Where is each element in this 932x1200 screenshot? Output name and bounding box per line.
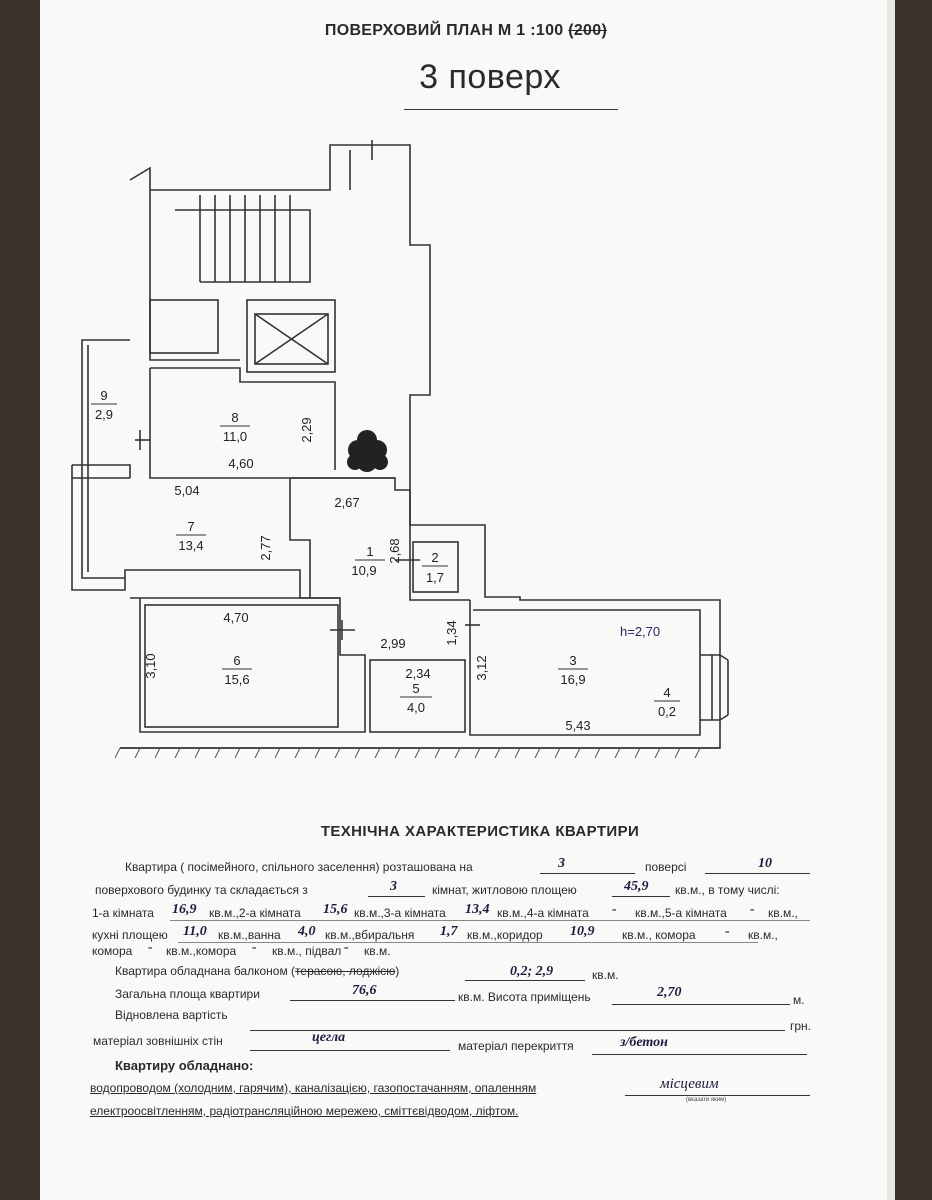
storage1-value: -	[725, 924, 730, 939]
room-4-number: 4	[663, 685, 671, 700]
floor-title: 3 поверх	[419, 58, 561, 96]
floor-material-underline	[592, 1054, 807, 1055]
room2-value: 15,6	[323, 902, 348, 917]
ceiling-height-label: h=2,70	[620, 624, 661, 639]
equip-title: Квартиру обладнано:	[115, 1058, 254, 1073]
line8-unit: грн.	[790, 1019, 812, 1033]
line3-label-5: кв.м.,5-а кімната	[635, 906, 727, 920]
height-underline	[612, 1004, 790, 1005]
ground-hatch	[115, 748, 700, 758]
dim-2-99: 2,99	[380, 636, 406, 651]
bath-value: 4,0	[298, 924, 316, 939]
room-6-area: 15,6	[224, 672, 250, 687]
room-9-number: 9	[100, 388, 108, 403]
floor-material-value: з/бетон	[620, 1035, 668, 1050]
room-7-area: 13,4	[178, 538, 204, 553]
line4-label-3: кв.м.,вбиральня	[325, 928, 415, 942]
line6-close-paren: )	[395, 964, 400, 978]
dim-2-77: 2,77	[258, 535, 273, 561]
room-1-number: 1	[366, 544, 374, 559]
line7-label-1: Загальна площа квартири	[115, 987, 260, 1001]
room-6-number: 6	[233, 653, 241, 668]
room4-value: -	[612, 902, 617, 917]
kitchen-value: 11,0	[183, 924, 207, 939]
balcony-underline	[465, 980, 585, 981]
line6-text-a	[115, 964, 399, 978]
dim-3-10: 3,10	[143, 653, 158, 679]
rooms-count-value: 3	[390, 879, 397, 894]
floors-total-value: 10	[758, 856, 772, 871]
room5-value: -	[750, 902, 755, 917]
line3-label-3: кв.м.,3-а кімната	[354, 906, 446, 920]
dim-2-68: 2,68	[387, 538, 402, 564]
storage3-value: -	[252, 940, 257, 955]
basement-value: -	[344, 940, 349, 955]
line5-label-2: кв.м.,комора	[166, 944, 237, 958]
line5-label-3: кв.м., підвал	[272, 944, 342, 958]
line4-label-1: кухні площею	[92, 928, 168, 942]
room-5-area: 4,0	[406, 700, 426, 715]
total-area-underline	[290, 1000, 455, 1001]
wall-material-underline	[250, 1050, 450, 1051]
room-5-number: 5	[412, 681, 420, 696]
line4-label-2: кв.м.,ванна	[218, 928, 281, 942]
room-8-number: 8	[231, 410, 239, 425]
storage2-value: -	[148, 940, 153, 955]
plan-walls	[72, 140, 728, 748]
room-7-number: 7	[187, 519, 195, 534]
floors-total-underline	[705, 873, 810, 874]
line6-balcony-label: Квартира обладнана балконом (	[115, 964, 296, 978]
line9-label-1: матеріал зовнішніх стін	[93, 1034, 223, 1048]
line2-text-b: кімнат, житловою площею	[432, 883, 577, 897]
room-2-number: 2	[431, 550, 439, 565]
floor-value: 3	[558, 856, 565, 871]
balcony-value: 0,2; 2,9	[510, 964, 554, 979]
total-area-value: 76,6	[352, 983, 377, 998]
floor-underline	[540, 873, 635, 874]
equip-line-2: електроосвітленням, радіотрансляційною мережею, сміттєвідводом, ліфтом.	[90, 1104, 519, 1118]
line7-label-2: кв.м. Висота приміщень	[458, 990, 591, 1004]
line5-label-4: кв.м.	[364, 944, 391, 958]
line5-label-1: комора	[92, 944, 133, 958]
line9-label-2: матеріал перекриття	[458, 1039, 574, 1053]
dim-4-70: 4,70	[223, 610, 249, 625]
room3-value: 13,4	[465, 902, 490, 917]
room-1-area: 10,9	[351, 563, 377, 578]
dim-1-34: 1,34	[444, 620, 459, 646]
room-2-area: 1,7	[425, 570, 445, 585]
line4-underline	[178, 942, 758, 943]
line2-text-a: поверхового будинку та складається з	[95, 883, 308, 897]
line3-label-6: кв.м.,	[768, 906, 798, 920]
line3-underline	[170, 920, 810, 921]
rooms-count-underline	[368, 896, 425, 897]
redaction-mark	[347, 430, 388, 472]
line4-label-6: кв.м.,	[748, 928, 778, 942]
dim-2-34: 2,34	[405, 666, 431, 681]
line1-text-b: поверсі	[645, 860, 687, 874]
dim-2-67: 2,67	[334, 495, 360, 510]
heating-hint: (вказати яким)	[686, 1097, 727, 1103]
room1-value: 16,9	[172, 902, 197, 917]
living-area-underline	[612, 896, 670, 897]
line4-label-5: кв.м., комора	[622, 928, 696, 942]
line8-label: Відновлена вартість	[115, 1008, 228, 1022]
line3-label-2: кв.м.,2-а кімната	[209, 906, 301, 920]
line7-unit: м.	[793, 993, 805, 1007]
line6-unit: кв.м.	[592, 968, 619, 982]
wc-value: 1,7	[440, 924, 458, 939]
tech-title: ТЕХНІЧНА ХАРАКТЕРИСТИКА КВАРТИРИ	[320, 823, 640, 840]
dim-3-12: 3,12	[474, 655, 489, 681]
room-9-area: 2,9	[94, 407, 114, 422]
equip-line-1: водопроводом (холодним, гарячим), каналізацією, газопостачанням, опаленням	[90, 1081, 537, 1095]
wall-material-value: цегла	[312, 1030, 346, 1045]
room-8-area: 11,0	[222, 429, 248, 444]
crossed-scale: (200)	[568, 22, 608, 39]
line1-text-a: Квартира ( посімейного, спільного заселення) розташована на	[125, 860, 473, 874]
line2-text-c: кв.м., в тому числі:	[675, 883, 780, 897]
line6-struck: терасою, лоджією	[295, 964, 396, 978]
line3-label-4: кв.м.,4-а кімната	[497, 906, 589, 920]
dim-4-60: 4,60	[228, 456, 254, 471]
corridor-value: 10,9	[570, 924, 595, 939]
heating-underline	[625, 1095, 810, 1096]
dim-5-43: 5,43	[565, 718, 591, 733]
room-3-number: 3	[569, 653, 577, 668]
living-area-value: 45,9	[624, 879, 649, 894]
dim-5-04: 5,04	[174, 483, 200, 498]
room-3-area: 16,9	[560, 672, 586, 687]
line4-label-4: кв.м.,коридор	[467, 928, 543, 942]
dim-2-29: 2,29	[299, 417, 314, 443]
height-value: 2,70	[657, 985, 682, 1000]
heating-value: місцевим	[660, 1076, 719, 1092]
plan-label: ПОВЕРХОВИЙ ПЛАН М 1 :100	[324, 22, 564, 39]
room-4-area: 0,2	[657, 704, 677, 719]
line3-label-1: 1-а кімната	[92, 906, 154, 920]
